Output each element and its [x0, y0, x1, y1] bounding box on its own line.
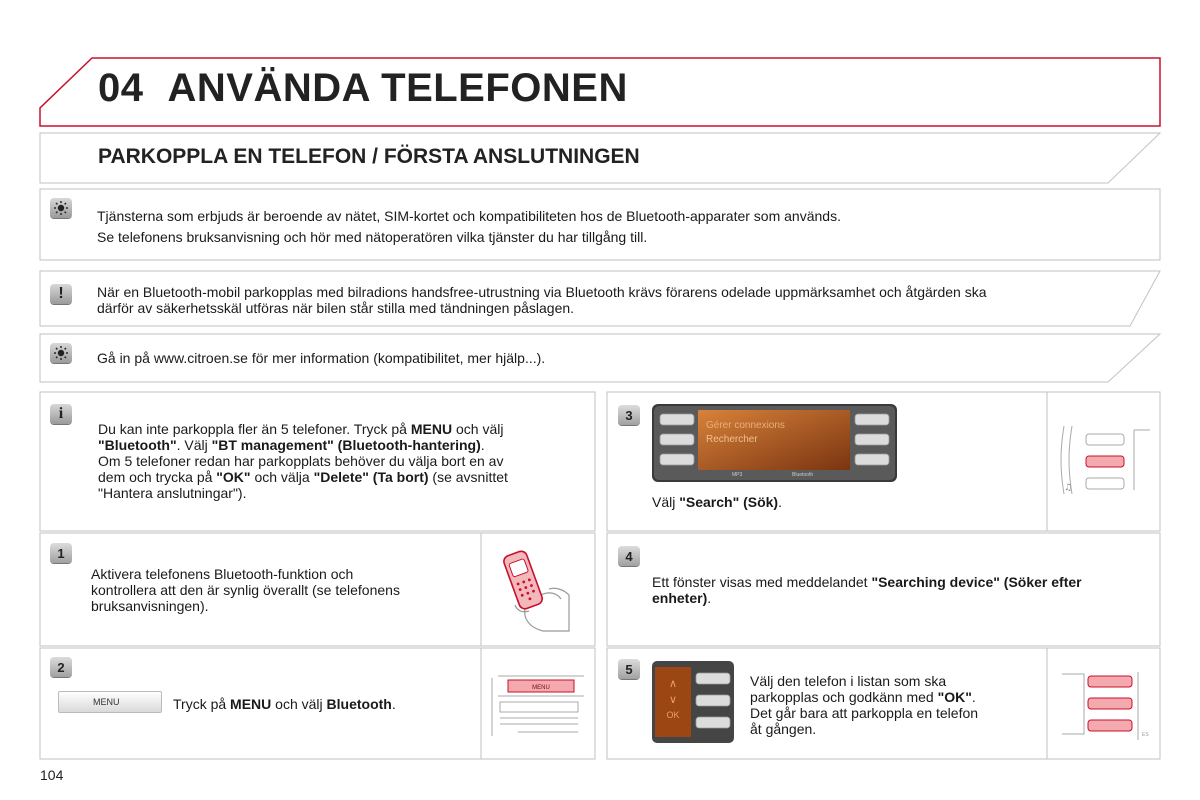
menu-button[interactable]: MENU [58, 691, 162, 713]
note-website: Gå in på www.citroen.se för mer information (kompatibilitet, mer hjälp...). [97, 350, 546, 366]
display-line-1: Gérer connexions [706, 420, 785, 431]
svg-text:∨: ∨ [668, 693, 678, 706]
info-icon: i [50, 404, 72, 424]
ok-buttons-illustration [1058, 664, 1154, 744]
step-5-text: Välj den telefon i listan som ska parkopplas och godkänn med "OK". Det går bara att parkoppla en telefon åt gången. [750, 673, 979, 737]
step-4-text: Ett fönster visas med meddelandet "Searching device" (Söker efter enheter). [652, 574, 1082, 606]
page-number: 104 [40, 767, 64, 783]
step-3-text: Välj "Search" (Sök). [652, 494, 782, 510]
section-title: PARKOPPLA EN TELEFON / FÖRSTA ANSLUTNINGEN [98, 145, 640, 168]
radio-display-search [652, 404, 897, 482]
mobile-phone-hand-illustration [497, 545, 577, 635]
chapter-name: ANVÄNDA TELEFONEN [167, 66, 628, 110]
chapter-number: 04 [98, 66, 144, 110]
warning-icon: ! [50, 284, 72, 304]
chapter-title [98, 66, 628, 111]
info-text: Du kan inte parkoppla fler än 5 telefoner. Tryck på MENU och välj "Bluetooth". Välj "BT management" (Bluetooth-hantering). Om 5 telefoner redan har parkopplats behöver du välja bort en av dem och trycka på "OK" och välja "Delete" (Ta bort) (se avsnittet "Hantera anslutningar"). [98, 421, 508, 501]
radio-display-ok [652, 661, 734, 743]
lightbulb-icon [50, 343, 72, 363]
step-2-badge: 2 [50, 657, 72, 677]
note-services: Tjänsterna som erbjuds är beroende av nätet, SIM-kortet och kompatibiliteten hos de Bluetooth-apparater som används. Se telefonens bruksanvisning och hör med nätoperatören vilka tjänster du har tillgång till. [97, 208, 841, 245]
radio-menu-illustration [488, 672, 588, 742]
svg-text:♫: ♫ [1064, 483, 1073, 493]
display-line-2: Rechercher [706, 434, 758, 445]
selector-buttons-illustration [1054, 420, 1154, 500]
note-safety: När en Bluetooth-mobil parkopplas med bilradions handsfree-utrustning via Bluetooth krävs förarens odelade uppmärksamhet och åtgärden ska därför av säkerhetsskäl utföras när bilen står stilla med tändningen påslagen. [97, 284, 987, 316]
step-2-text: Tryck på MENU och välj Bluetooth. [173, 696, 396, 712]
display-ok-label: OK [666, 710, 680, 720]
illustration-menu-label: MENU [532, 685, 550, 691]
display-footer-bluetooth: Bluetooth [792, 472, 814, 478]
step-5-badge: 5 [618, 659, 640, 679]
step-3-badge: 3 [618, 405, 640, 425]
step-4-badge: 4 [618, 546, 640, 566]
svg-text:∧: ∧ [668, 677, 678, 690]
step-1-text: Aktivera telefonens Bluetooth-funktion och kontrollera att den är synlig överallt (se telefonens bruksanvisningen). [91, 566, 400, 614]
display-footer-mp3: MP3 [732, 472, 743, 478]
svg-text:ES: ES [1142, 732, 1149, 738]
step-1-badge: 1 [50, 543, 72, 563]
lightbulb-icon [50, 198, 72, 218]
